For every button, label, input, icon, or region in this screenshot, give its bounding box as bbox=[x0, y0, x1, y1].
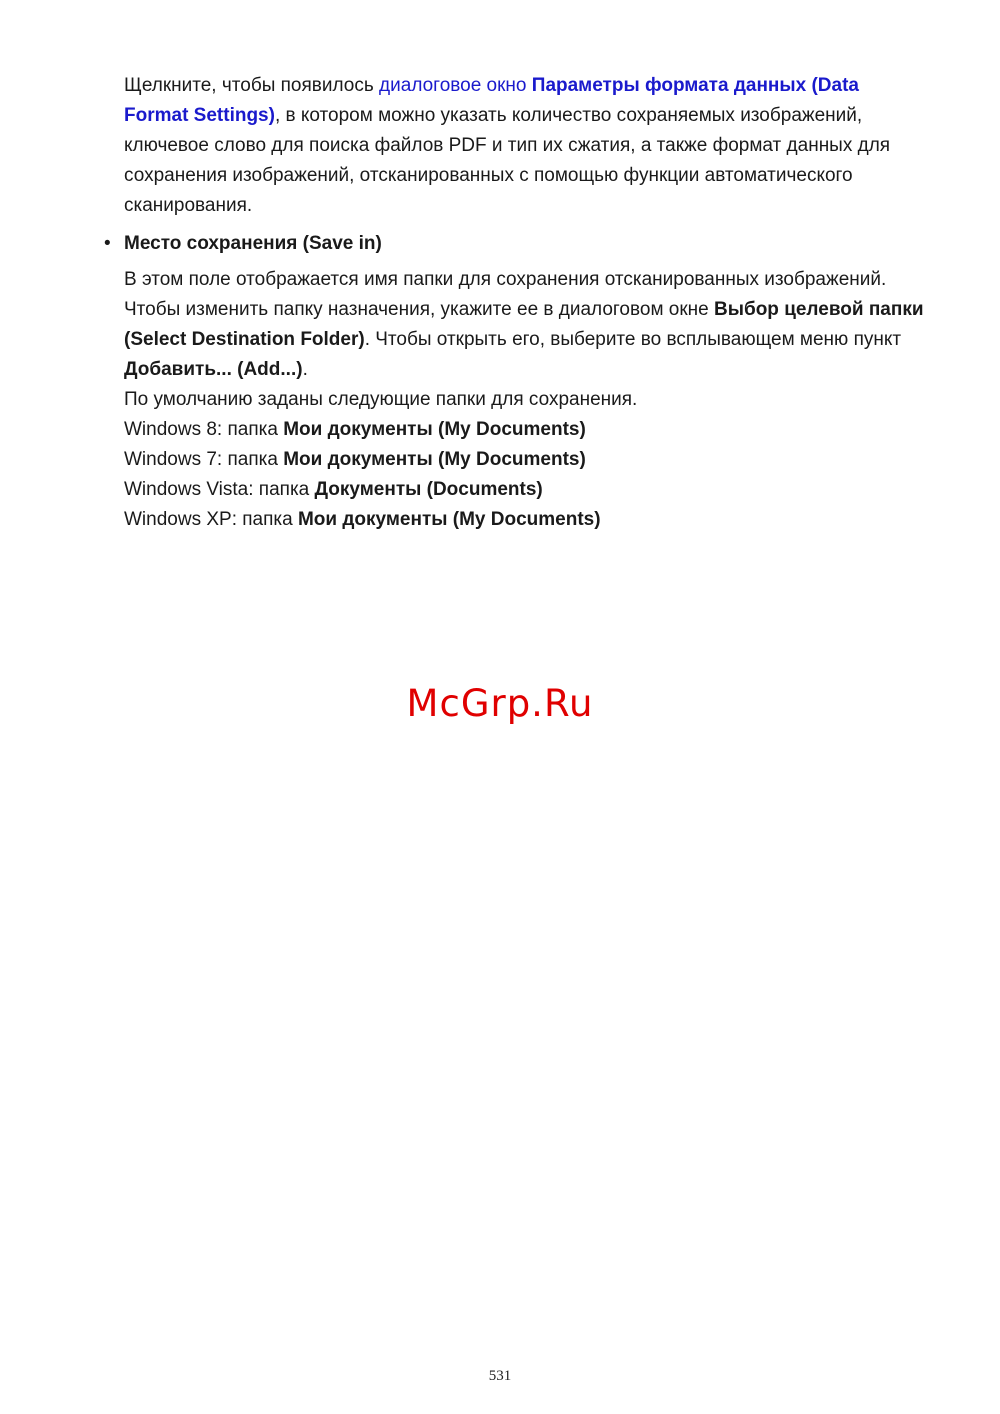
intro-text: Щелкните, чтобы появилось bbox=[124, 75, 380, 96]
vista-label: Windows Vista: папка bbox=[124, 479, 315, 500]
win7-folder: Мои документы (My Documents) bbox=[283, 449, 586, 470]
save-in-paragraph bbox=[124, 265, 924, 385]
xp-label: Windows XP: папка bbox=[124, 509, 298, 530]
page-number: 531 bbox=[488, 1368, 512, 1384]
default-win7 bbox=[124, 445, 924, 475]
default-xp bbox=[124, 505, 924, 535]
save-in-text-c: . bbox=[302, 359, 308, 380]
add-menu-item-name: Добавить... (Add...) bbox=[124, 359, 303, 380]
watermark: McGrp.Ru bbox=[406, 682, 594, 725]
save-in-text: В этом поле отображается имя папки для сохранения отсканированных изображений. Чтобы изменить папку назначения, укажите ее в диалоговом окне bbox=[124, 269, 887, 320]
save-in-description bbox=[124, 265, 924, 535]
default-win8 bbox=[124, 415, 924, 445]
xp-folder: Мои документы (My Documents) bbox=[297, 509, 601, 530]
default-vista bbox=[124, 475, 924, 505]
intro-paragraph bbox=[124, 71, 924, 221]
vista-folder: Документы (Documents) bbox=[314, 479, 543, 500]
save-in-text-b: . Чтобы открыть его, выберите во всплывающем меню пункт bbox=[364, 329, 902, 350]
win7-label: Windows 7: папка bbox=[124, 449, 284, 470]
bullet-item bbox=[104, 229, 924, 259]
intro-text-continued: , в котором можно указать количество сохраняемых изображений, ключевое слово для поиска файлов PDF и тип их сжатия, а также формат данных для сохранения изображений, отсканированных с помощью функции автоматического сканирования. bbox=[124, 105, 891, 216]
bullet-title: Место сохранения (Save in) bbox=[124, 233, 382, 254]
dialog-link-title: Параметры формата данных (Data Format Settings) bbox=[124, 75, 859, 126]
select-folder-dialog-name: Выбор целевой папки (Select Destination Folder) bbox=[124, 299, 924, 350]
dialog-link-text: диалоговое окно bbox=[379, 75, 532, 96]
win8-label: Windows 8: папка bbox=[124, 419, 284, 440]
defaults-intro: По умолчанию заданы следующие папки для сохранения. bbox=[124, 389, 638, 410]
bullet-marker: • bbox=[104, 233, 111, 254]
win8-folder: Мои документы (My Documents) bbox=[283, 419, 586, 440]
